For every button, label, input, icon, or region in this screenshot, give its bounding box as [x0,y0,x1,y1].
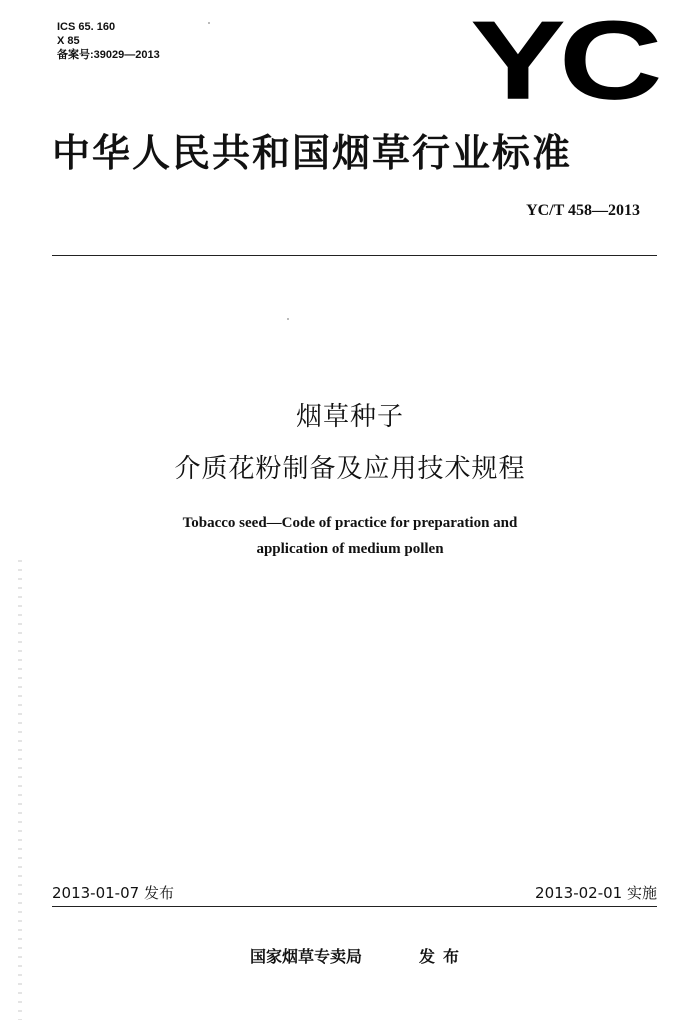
publisher-name: 国家烟草专卖局 [250,947,363,966]
issue-date: 2013-01-07 发布 [52,884,174,902]
standard-number: YC/T 458—2013 [526,202,640,219]
english-title-line-2: application of medium pollen [256,541,444,557]
publish-label: 发布 [419,947,468,966]
document-title-line-1: 烟草种子 [295,402,404,432]
filing-number: 备案号:39029—2013 [57,49,160,61]
ics-code: ICS 65. 160 [57,21,116,33]
yc-logo: YC [470,0,656,124]
implementation-date: 2013-02-01 实施 [535,884,657,902]
english-title [0,510,700,562]
english-title-line-1: Tobacco seed—Code of practice for preparation and [182,515,518,531]
classification-code: X 85 [57,35,80,47]
bottom-divider [52,906,657,907]
scan-speck [208,22,210,24]
scan-speck [287,318,289,320]
scan-binding-edge [18,560,22,1020]
standard-category-title: 中华人民共和国烟草行业标准 [52,131,573,175]
classification-block [57,20,160,62]
document-title-line-2: 介质花粉制备及应用技术规程 [174,454,526,484]
top-divider [52,255,657,256]
